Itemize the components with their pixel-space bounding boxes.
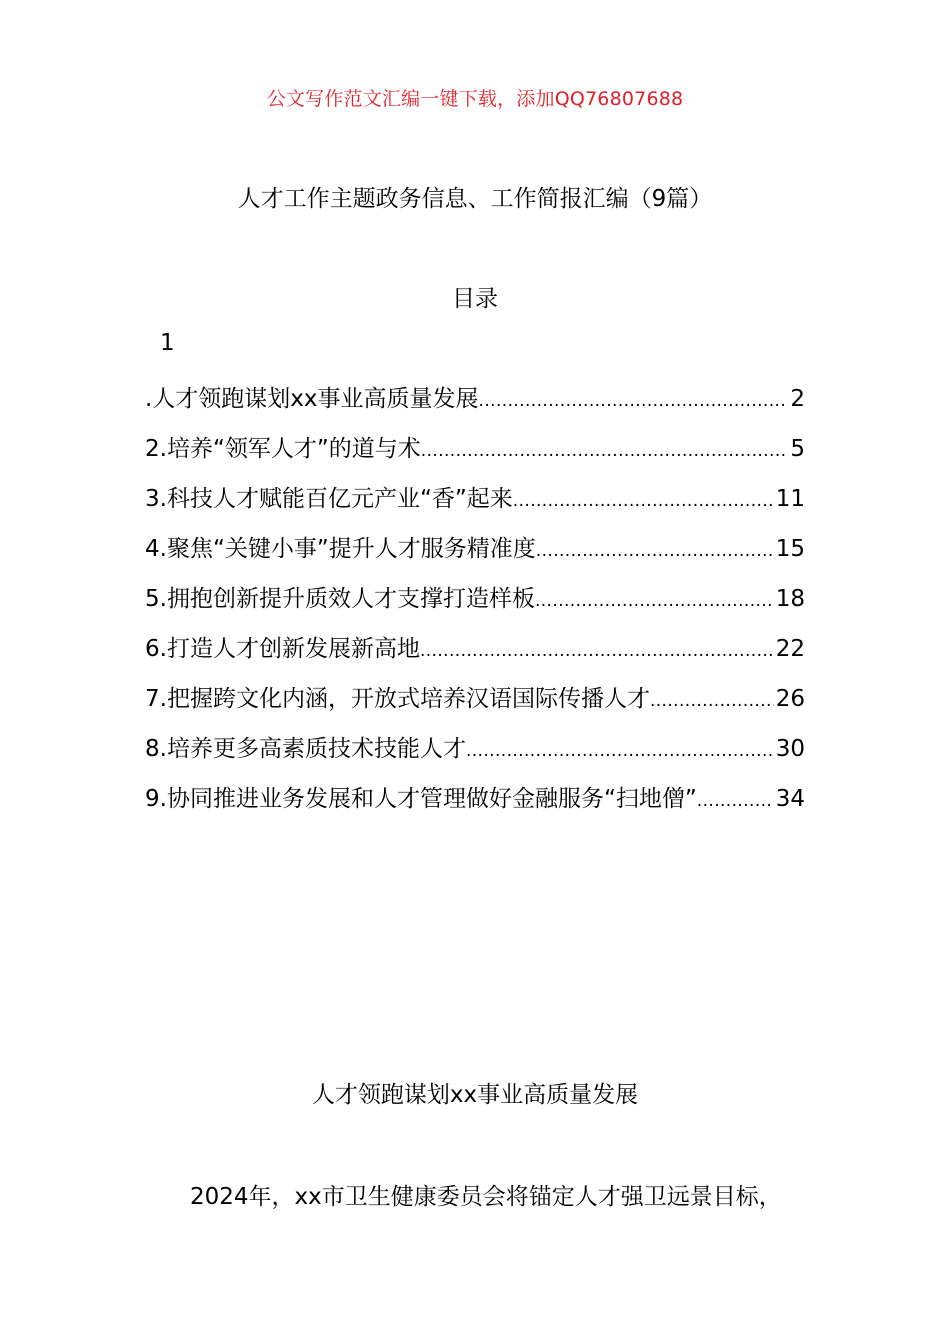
- toc-leader-dots: [697, 791, 774, 811]
- section-title: 人才领跑谋划xx事业高质量发展: [311, 1082, 639, 1108]
- toc-leader-dots: [421, 441, 789, 461]
- toc-entry-title: 6.打造人才创新发展新高地: [145, 636, 420, 662]
- toc-entry[interactable]: [145, 530, 805, 580]
- download-banner: 公文写作范文汇编一键下载，添加QQ76807688: [266, 88, 684, 110]
- toc-entry-page: 34: [775, 786, 805, 812]
- toc-entry-page: 30: [775, 736, 805, 762]
- toc-leader-dots: [466, 741, 774, 761]
- toc-entry-page: 15: [775, 536, 805, 562]
- toc-entry-title: 9.协同推进业务发展和人才管理做好金融服务“扫地僧”: [145, 786, 697, 812]
- toc-entry[interactable]: [145, 780, 805, 830]
- toc-leader-dots: [536, 541, 774, 561]
- toc-entry[interactable]: [145, 580, 805, 630]
- toc-entry-title: 2.培养“领军人才”的道与术: [145, 436, 421, 462]
- toc-entry-page: 26: [775, 686, 805, 712]
- toc-entry-title: 4.聚焦“关键小事”提升人才服务精准度: [145, 536, 536, 562]
- table-of-contents: [145, 380, 805, 830]
- toc-entry-page: 5: [790, 436, 805, 462]
- toc-entry[interactable]: [145, 430, 805, 480]
- toc-leader-dots: [535, 591, 774, 611]
- toc-entry-title: .人才领跑谋划xx事业高质量发展: [145, 386, 479, 412]
- toc-heading: 目录: [452, 286, 498, 312]
- toc-leader-dots: [479, 391, 789, 411]
- toc-leader-dots: [513, 491, 774, 511]
- toc-entry-page: 2: [790, 386, 805, 412]
- toc-entry[interactable]: [145, 680, 805, 730]
- document-title: 人才工作主题政务信息、工作简报汇编（9篇）: [237, 186, 713, 212]
- body-paragraph: 2024年，xx市卫生健康委员会将锚定人才强卫远景目标，: [190, 1184, 782, 1210]
- toc-entry[interactable]: [145, 730, 805, 780]
- toc-leader-dots: [650, 691, 774, 711]
- toc-entry-title: 5.拥抱创新提升质效人才支撑打造样板: [145, 586, 535, 612]
- toc-entry-page: 22: [775, 636, 805, 662]
- toc-entry-page: 11: [775, 486, 805, 512]
- toc-entry-title: 8.培养更多高素质技术技能人才: [145, 736, 466, 762]
- toc-entry[interactable]: [145, 630, 805, 680]
- toc-entry-title: 7.把握跨文化内涵，开放式培养汉语国际传播人才: [145, 686, 650, 712]
- toc-entry[interactable]: [145, 380, 805, 430]
- toc-entry[interactable]: [145, 480, 805, 530]
- toc-leader-dots: [420, 641, 774, 661]
- toc-entry-page: 18: [775, 586, 805, 612]
- toc-number-prefix: 1: [160, 330, 175, 356]
- toc-entry-title: 3.科技人才赋能百亿元产业“香”起来: [145, 486, 513, 512]
